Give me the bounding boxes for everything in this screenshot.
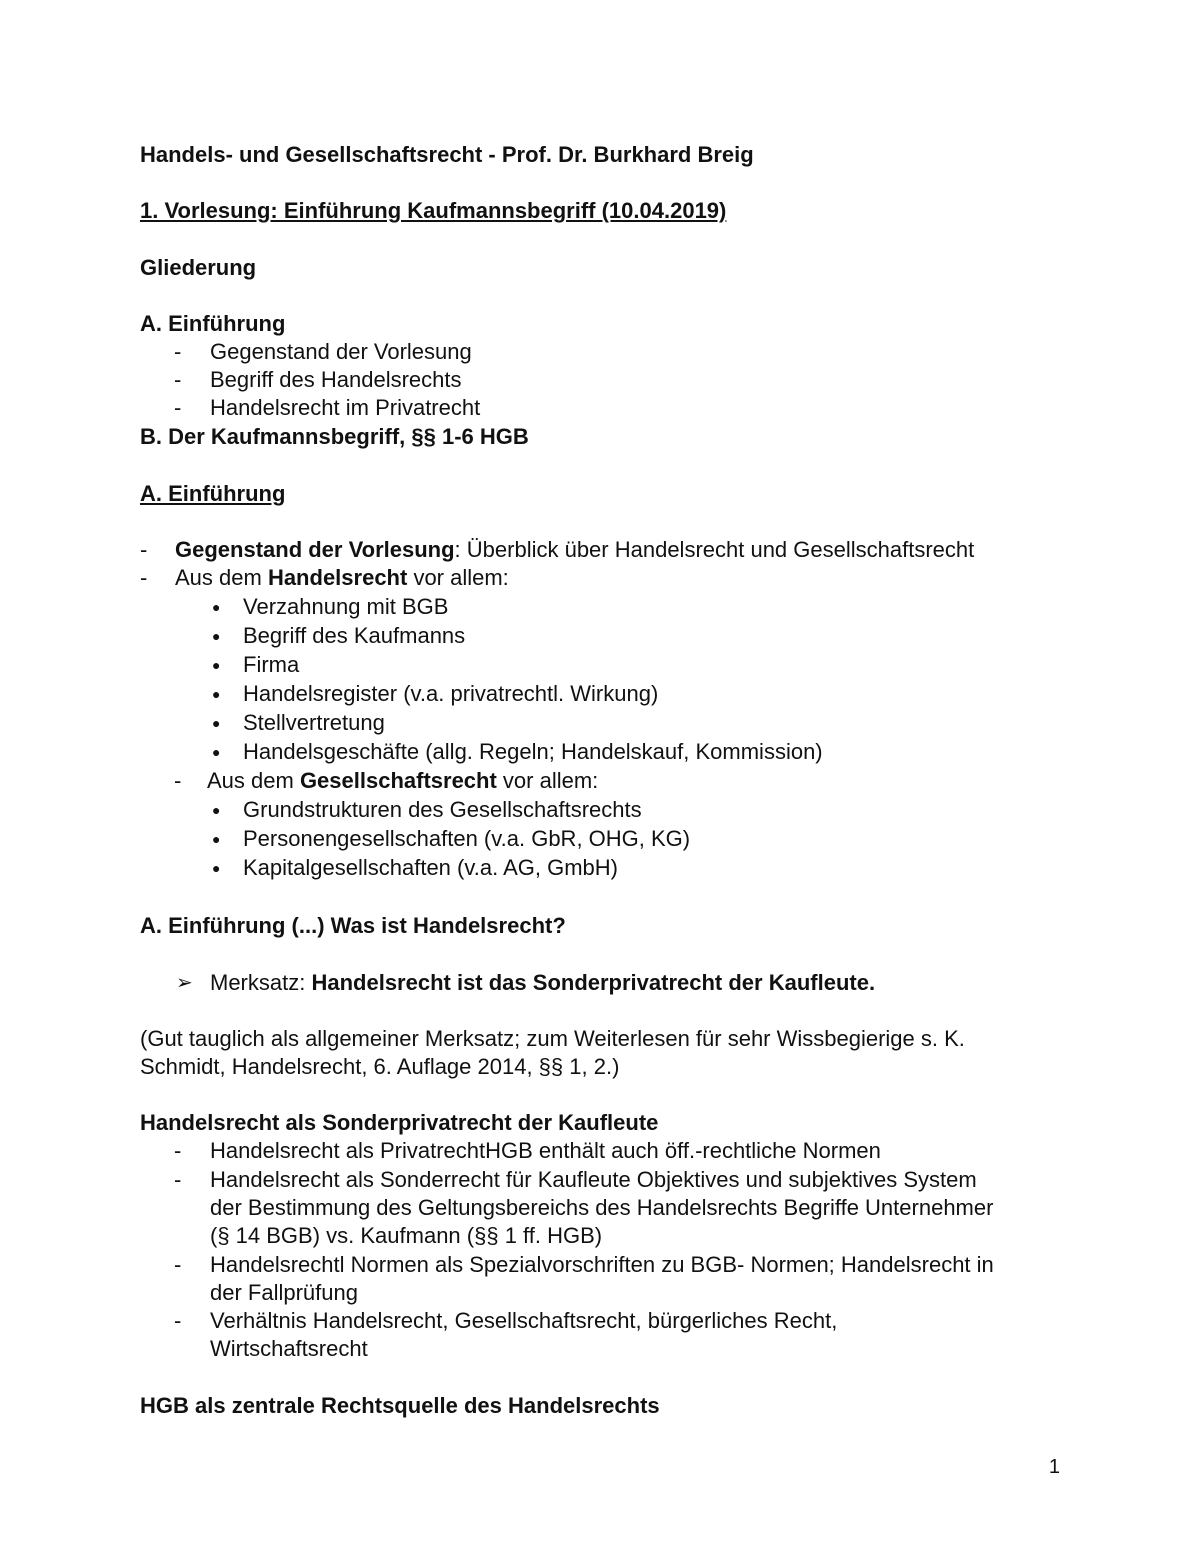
item-rest: : Überblick über Handelsrecht und Gesellschaftsrecht — [454, 537, 975, 562]
section-a-item-text — [175, 536, 974, 564]
hgb-heading: HGB als zentrale Rechtsquelle des Handelsrechts — [140, 1393, 660, 1418]
outline-item-label: Gegenstand der Vorlesung — [210, 339, 472, 364]
dash-marker: - — [174, 768, 182, 793]
list-item: Handelsgeschäfte (allg. Regeln; Handelskauf, Kommission) — [243, 739, 823, 764]
dash-marker: - — [140, 565, 148, 590]
dash-marker: - — [174, 367, 182, 392]
list-item: Grundstrukturen des Gesellschaftsrechts — [243, 797, 642, 822]
outline-item-label: Begriff des Handelsrechts — [210, 367, 462, 392]
document-title: Handels- und Gesellschaftsrecht - Prof. Dr. Burkhard Breig — [140, 142, 754, 167]
bold-term: Handelsrecht — [267, 565, 408, 590]
item-pre: Aus dem — [207, 768, 300, 793]
merksatz-statement: Handelsrecht ist das Sonderprivatrecht der Kaufleute. — [311, 970, 876, 995]
reference-note: (Gut tauglich als allgemeiner Merksatz; zum Weiterlesen für sehr Wissbegierige s. K. — [140, 1026, 965, 1051]
section-a2-heading: A. Einführung (...) Was ist Handelsrecht? — [140, 913, 566, 938]
dash-marker: - — [174, 339, 182, 364]
dash-marker: - — [174, 395, 182, 420]
outline-item-label: Handelsrecht im Privatrecht — [210, 395, 481, 420]
list-item: Verzahnung mit BGB — [243, 594, 449, 619]
sonder-item-line: der Fallprüfung — [210, 1280, 358, 1305]
arrow-bullet-icon: ➢ — [176, 972, 193, 994]
dash-marker: - — [174, 1308, 182, 1333]
sonder-item-line: Handelsrechtl Normen als Spezialvorschriften zu BGB- Normen; Handelsrecht in — [210, 1252, 994, 1277]
bullet-marker: ● — [212, 686, 221, 702]
section-a-item-text — [175, 564, 509, 592]
list-item: Personengesellschaften (v.a. GbR, OHG, KG) — [243, 826, 691, 851]
bold-term: Gegenstand der Vorlesung — [175, 537, 455, 562]
outline-section-a: A. Einführung — [140, 311, 286, 336]
bullet-marker: ● — [212, 657, 221, 673]
merksatz-label: Merksatz: — [210, 970, 312, 995]
sonder-item-line: (§ 14 BGB) vs. Kaufmann (§§ 1 ff. HGB) — [210, 1223, 603, 1248]
bullet-marker: ● — [212, 599, 221, 615]
bullet-marker: ● — [212, 802, 221, 818]
list-item: Stellvertretung — [243, 710, 385, 735]
bullet-marker: ● — [212, 860, 221, 876]
lecture-heading: 1. Vorlesung: Einführung Kaufmannsbegriff (10.04.2019) — [140, 198, 727, 223]
sonder-heading: Handelsrecht als Sonderprivatrecht der Kaufleute — [140, 1110, 659, 1135]
item-post: vor allem: — [496, 768, 599, 793]
list-item: Firma — [243, 652, 300, 677]
list-item: Begriff des Kaufmanns — [243, 623, 466, 648]
section-a-heading: A. Einführung — [140, 481, 286, 506]
sonder-item-line: der Bestimmung des Geltungsbereichs des Handelsrechts Begriffe Unternehmer — [210, 1195, 994, 1220]
dash-marker: - — [174, 1252, 182, 1277]
bold-term: Gesellschaftsrecht — [299, 768, 497, 793]
item-post: vor allem: — [407, 565, 509, 590]
reference-note: Schmidt, Handelsrecht, 6. Auflage 2014, §§ 1, 2.) — [140, 1054, 620, 1079]
sonder-item-line: Handelsrecht als Sonderrecht für Kaufleute Objektives und subjektives System — [210, 1167, 977, 1192]
dash-marker: - — [174, 1167, 182, 1192]
outline-heading: Gliederung — [140, 255, 257, 280]
item-pre: Aus dem — [175, 565, 268, 590]
page-number: 1 — [1048, 1456, 1060, 1478]
sonder-item-line: Verhältnis Handelsrecht, Gesellschaftsrecht, bürgerliches Recht, — [210, 1308, 838, 1333]
bullet-marker: ● — [212, 715, 221, 731]
bullet-marker: ● — [212, 831, 221, 847]
bullet-marker: ● — [212, 628, 221, 644]
sonder-item-line: Handelsrecht als PrivatrechtHGB enthält auch öff.-rechtliche Normen — [210, 1138, 881, 1163]
list-item: Handelsregister (v.a. privatrechtl. Wirkung) — [243, 681, 659, 706]
dash-marker: - — [174, 1138, 182, 1163]
dash-marker: - — [140, 537, 148, 562]
section-a-item-text — [207, 767, 598, 795]
sonder-item-line: Wirtschaftsrecht — [210, 1336, 368, 1361]
list-item: Kapitalgesellschaften (v.a. AG, GmbH) — [243, 855, 618, 880]
merksatz-text — [210, 969, 875, 997]
outline-section-b: B. Der Kaufmannsbegriff, §§ 1-6 HGB — [140, 424, 529, 449]
bullet-marker: ● — [212, 744, 221, 760]
